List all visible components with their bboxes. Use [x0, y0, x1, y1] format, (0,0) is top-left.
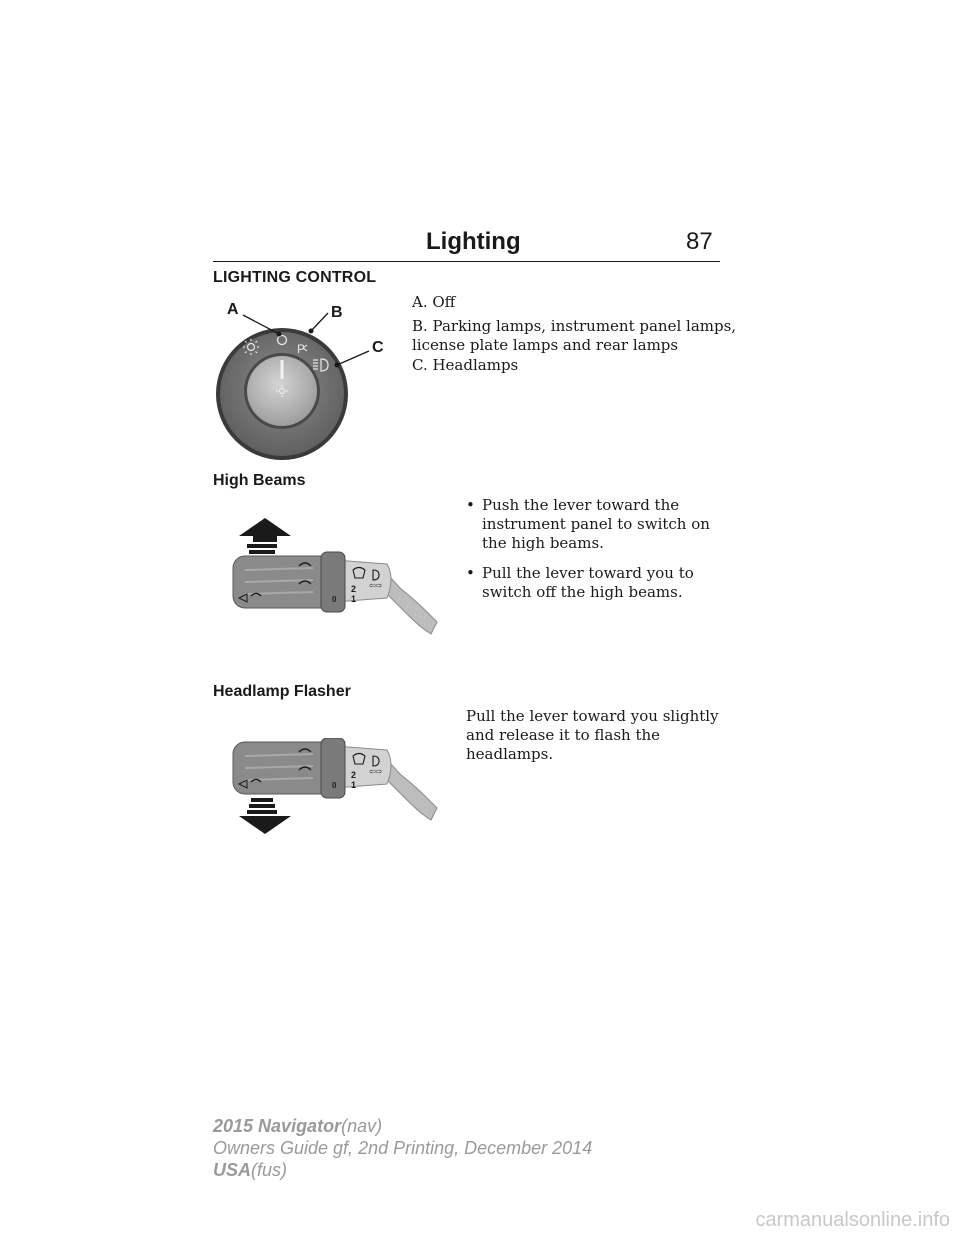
callout-line-b	[311, 313, 328, 331]
footer-model: 2015 Navigator	[213, 1116, 342, 1136]
lever-position-1: 1	[351, 594, 357, 604]
lever-position-0: 0	[332, 595, 337, 604]
callout-line-c	[337, 351, 369, 365]
lighting-control-dial-figure	[213, 295, 403, 465]
bullet-symbol: •	[466, 564, 475, 582]
parking-lamp-icon: P	[297, 342, 306, 356]
callout-dot-c	[335, 363, 340, 368]
pull-arrow-icon	[239, 816, 291, 834]
callout-line-a	[243, 315, 279, 334]
turn-signal-arrows-icon: ⇦⇨	[369, 767, 383, 776]
push-arrow-icon	[239, 518, 291, 542]
header-divider	[213, 261, 720, 262]
bullet-text: Push the lever toward the instrument panel to switch on the high beams.	[482, 496, 710, 552]
high-beams-heading: High Beams	[213, 472, 306, 489]
callout-label-a: A	[227, 301, 239, 318]
headlamp-flasher-text: Pull the lever toward you slightly and release it to flash the headlamps.	[466, 707, 719, 763]
footer-market: USA	[213, 1160, 252, 1180]
bullet-text: Pull the lever toward you to switch off the high beams.	[482, 564, 694, 601]
high-beams-bullets	[466, 496, 724, 613]
item-parking-lamps-cont: license plate lamps and rear lamps	[412, 336, 679, 354]
push-arrow-stripe	[247, 544, 277, 548]
item-parking-lamps: B. Parking lamps, instrument panel lamps,	[412, 317, 737, 335]
callout-dot-b	[309, 329, 314, 334]
chapter-title: Lighting	[426, 228, 521, 255]
footer-market-code: (fus)	[251, 1160, 288, 1180]
callout-label-b: B	[331, 304, 343, 321]
item-headlamps: C. Headlamps	[412, 356, 519, 374]
lever-position-0: 0	[332, 781, 337, 790]
footer-model-code: (nav)	[341, 1116, 383, 1136]
bullet-item	[466, 496, 724, 553]
page-number: 87	[686, 228, 713, 255]
callout-label-c: C	[372, 339, 384, 356]
push-arrow-stripe	[249, 550, 275, 554]
lever-position-1: 1	[351, 780, 357, 790]
pull-arrow-stripe	[249, 804, 275, 808]
headlamp-flasher-lever-figure	[225, 738, 445, 838]
bullet-item	[466, 564, 724, 602]
footer-model-line	[213, 1116, 382, 1137]
footer-market-line	[213, 1160, 287, 1181]
callout-dot-a	[277, 332, 282, 337]
lever-position-2: 2	[351, 584, 357, 594]
footer-guide: Owners Guide gf, 2nd Printing, December 2014	[213, 1138, 593, 1158]
watermark: carmanualsonline.info	[755, 1209, 950, 1231]
pull-arrow-stripe	[251, 798, 273, 802]
headlamp-flasher-heading: Headlamp Flasher	[213, 683, 351, 700]
high-beams-lever-figure	[225, 518, 445, 636]
item-off: A. Off	[412, 293, 456, 311]
bullet-symbol: •	[466, 496, 475, 514]
pull-arrow-stripe	[247, 810, 277, 814]
section-title: LIGHTING CONTROL	[213, 269, 377, 286]
lever-position-2: 2	[351, 770, 357, 780]
turn-signal-arrows-icon: ⇦⇨	[369, 581, 383, 590]
